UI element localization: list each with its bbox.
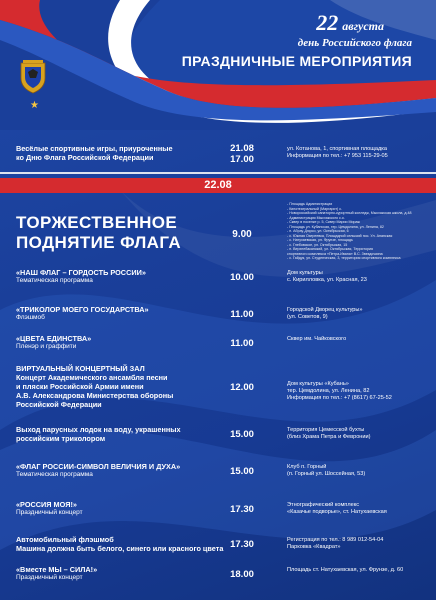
- event-title: Машина должна быть белого, синего или красного цвета: [16, 544, 224, 553]
- header-subtitle: день Российского флага: [297, 37, 412, 49]
- main-event-title: [16, 213, 181, 253]
- event-place: тер. Цемдолина, ул. Ленина, 82: [287, 388, 370, 394]
- main-event-place-item: спортивного комплекса «Петра-Ивана» В.С. Звездочкина: [287, 251, 383, 256]
- main-event-time: 9.00: [232, 229, 252, 240]
- event-place: Городской Дворец культуры»: [287, 307, 363, 313]
- main-event-place-item: - п. Абрау-Дюрсо, ул. Октябрьская, 6: [287, 229, 349, 233]
- event-place: Этнографический комплекс: [287, 502, 360, 508]
- city-coat-of-arms-icon: [20, 60, 46, 94]
- event-title: Концерт Академического ансамбля песни: [16, 373, 168, 382]
- main-event-place-item: - Кинотеатральный (Маргарит) с.: [287, 206, 343, 211]
- pre-event-time: 17.00: [230, 154, 254, 165]
- event-place: Регистрация по тел.: 8 989 012-54-04: [287, 537, 384, 543]
- event-place: Информация по тел.: +7 (8617) 67-25-52: [287, 395, 392, 401]
- event-subtitle: Флэшмоб: [16, 314, 45, 321]
- event-time: 17.30: [230, 539, 254, 550]
- event-title: Российской Федерации: [16, 400, 102, 409]
- event-place: Парковка «Квадрат»: [287, 544, 341, 550]
- event-title: ВИРТУАЛЬНЫЙ КОНЦЕРТНЫЙ ЗАЛ: [16, 364, 145, 373]
- event-time: 10.00: [230, 272, 254, 283]
- event-place: Сквер им. Чайковского: [287, 336, 347, 342]
- event-subtitle: Пленэр и граффити: [16, 343, 77, 350]
- main-event-title-2: ПОДНЯТИЕ ФЛАГА: [16, 233, 181, 252]
- event-subtitle: Тематическая программа: [16, 471, 93, 478]
- event-place: «Казачье подворье», ст. Натухаевская: [287, 509, 387, 515]
- pre-event-date: 21.08: [230, 143, 254, 154]
- main-event-place-item: - с. Натухаевская, ул. Фрунзе, площадь: [287, 238, 353, 242]
- event-title: Автомобильный флэшмоб: [16, 535, 114, 544]
- event-place: с. Кирилловка, ул. Красная, 23: [287, 277, 367, 283]
- main-event-title-1: ТОРЖЕСТВЕННОЕ: [16, 213, 178, 232]
- event-place: Дом культуры «Кубань»: [287, 381, 349, 387]
- event-title: «ЦВЕТА ЕДИНСТВА»: [16, 334, 92, 343]
- page-title: ПРАЗДНИЧНЫЕ МЕРОПРИЯТИЯ: [181, 53, 412, 69]
- event-title: Выход парусных лодок на воду, украшенных: [16, 425, 181, 434]
- event-place: Клуб п. Горный: [287, 464, 327, 470]
- event-title: и пляски Российской Армии имени: [16, 382, 144, 391]
- pre-event-title-1: Весёлые спортивные игры, приуроченные: [16, 144, 173, 153]
- event-title: «ТРИКОЛОР МОЕГО ГОСУДАРСТВА»: [16, 305, 149, 314]
- event-place: (близ Храма Петра и Февронии): [287, 434, 371, 440]
- main-event-place-item: - Новороссийский санаторно-курортный колледж, Мысхакская школа, д.48: [287, 211, 412, 215]
- event-time: 17.30: [230, 504, 254, 515]
- event-time: 11.00: [230, 309, 254, 320]
- event-title: «Вместе МЫ – СИЛА!»: [16, 565, 98, 574]
- pre-event-place-2: Информация по тел.: +7 953 115-29-05: [287, 153, 388, 159]
- main-event-place-item: - с. Южная Озереевка, Площадной сельский пос. Ул. Анапская: [287, 233, 393, 238]
- event-title: «НАШ ФЛАГ – ГОРДОСТЬ РОССИИ»: [16, 268, 146, 277]
- date-bar: [0, 178, 436, 193]
- divider: [0, 172, 436, 174]
- event-time: 15.00: [230, 466, 254, 477]
- event-time: 18.00: [230, 569, 254, 580]
- main-event-places: [287, 202, 432, 261]
- event-subtitle: Тематическая программа: [16, 277, 93, 284]
- date-bar-label: 22.08: [204, 179, 232, 191]
- event-title: «ФЛАГ РОССИИ-СИМВОЛ ВЕЛИЧИЯ И ДУХА»: [16, 462, 181, 471]
- event-title: российским триколором: [16, 434, 106, 443]
- main-event-place-item: - Площадь ул. Кубанская, тер. Цемдолина, ул. Ленина, 82: [287, 224, 384, 229]
- main-event-place-item: - Площадь Администрации: [287, 202, 333, 206]
- main-event-place-item: - с. Глебовское, ул. Октябрьская, 15: [287, 242, 348, 247]
- event-time: 12.00: [230, 382, 254, 393]
- event-place: Территория Цемесской бухты: [287, 427, 365, 433]
- main-event-place-item: - с. Гайдук, ул. Студенческая, 3, территория спортивного комплекса: [287, 256, 401, 260]
- event-time: 11.00: [230, 338, 254, 349]
- event-title: «РОССИЯ МОЯ!»: [16, 500, 77, 509]
- event-title: А.В. Александрова Министерства обороны: [16, 391, 174, 400]
- event-subtitle: Праздничный концерт: [16, 509, 83, 516]
- main-event-place-item: - Администрация Мысхакского с.о.: [287, 215, 345, 220]
- pre-event-place-1: ул. Котанова, 1, спортивная площадка: [287, 146, 387, 152]
- event-place: (ул. Советов, 9): [287, 314, 328, 320]
- event-time: 15.00: [230, 429, 254, 440]
- main-event-place-item: - п. Верхнебаканский, ул. Октябрьская, Территория: [287, 247, 373, 251]
- event-place: (п. Горный ул. Шоссейная, 53): [287, 471, 366, 477]
- event-place: Дом культуры: [287, 270, 323, 276]
- event-subtitle: Праздничный концерт: [16, 574, 83, 581]
- date-number: 22: [316, 10, 339, 35]
- star-medal-icon: ★: [30, 100, 39, 111]
- pre-event-title-2: ко Дню Флага Российской Федерации: [16, 153, 154, 162]
- event-place: Площадь ст. Натухаевская, ул. Фрунзе, д. 60: [287, 567, 404, 573]
- main-event-place-item: - Сквер в поселке р. 5, Сквер Марии Мираж: [287, 220, 360, 224]
- header-date: [316, 10, 384, 36]
- date-month: августа: [342, 19, 384, 33]
